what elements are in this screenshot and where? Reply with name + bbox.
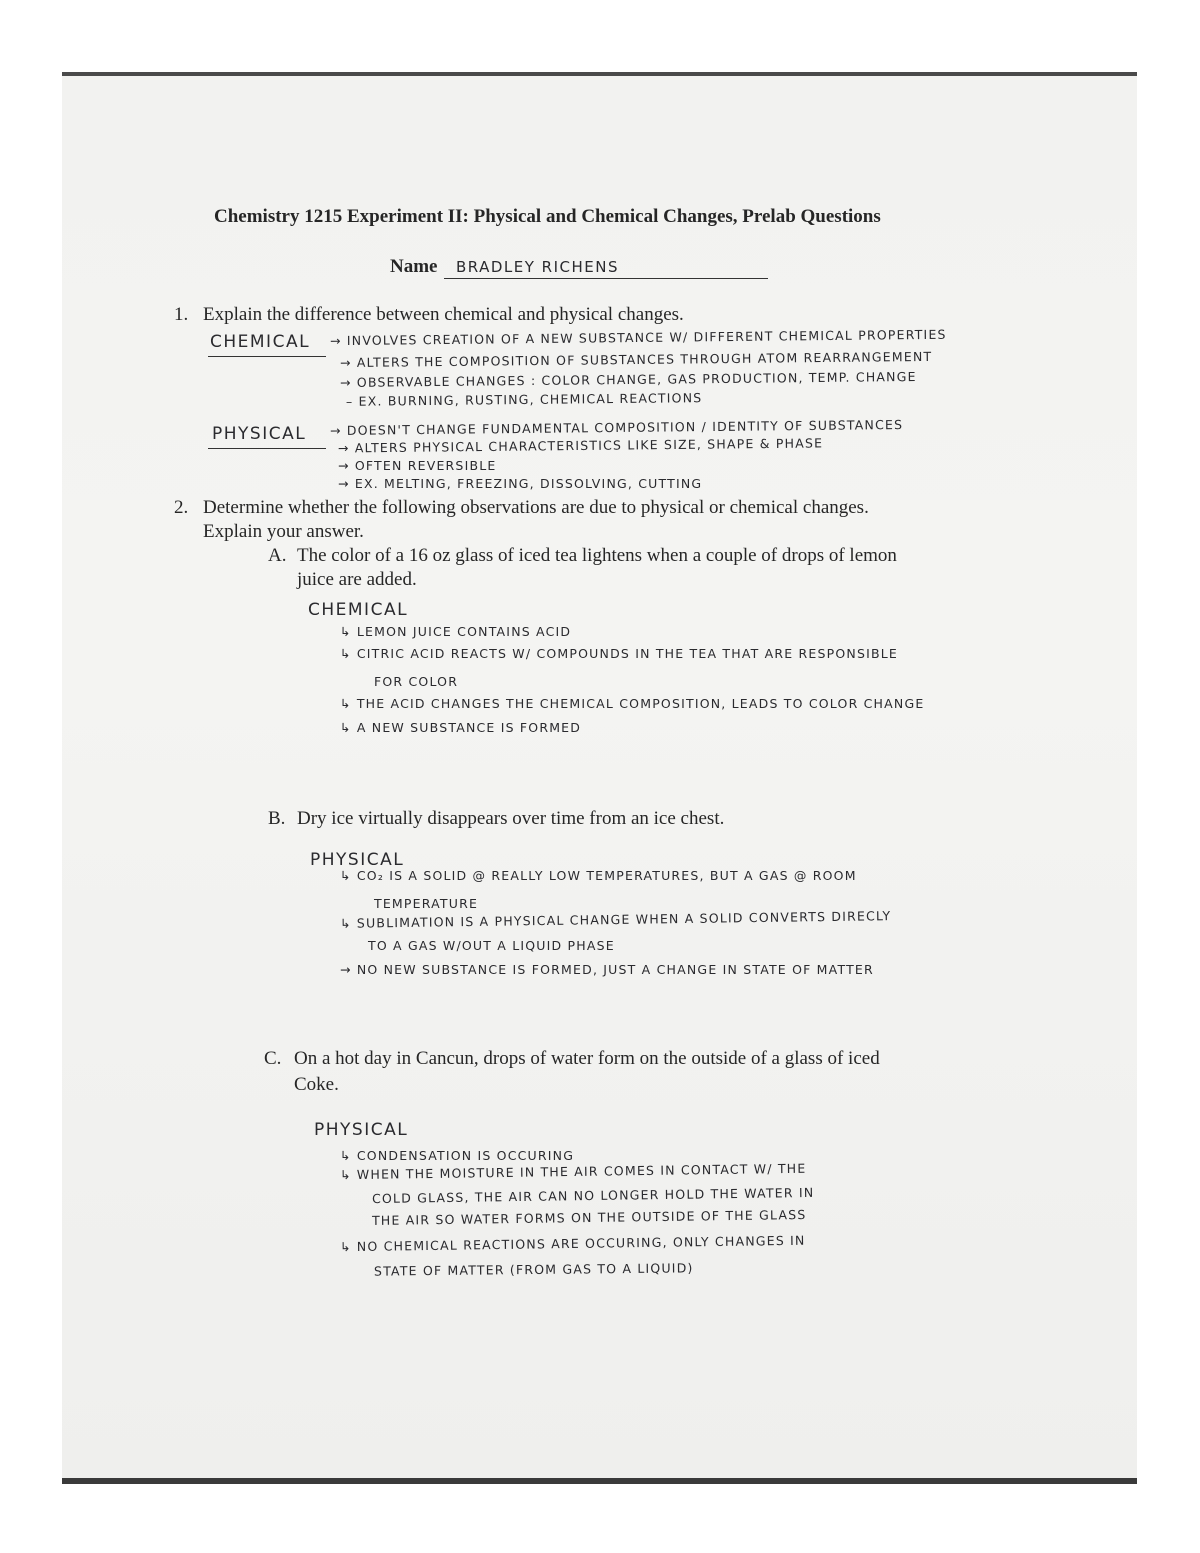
q2b-line: → NO NEW SUBSTANCE IS FORMED, JUST A CHANGE IN STATE OF MATTER [340, 962, 874, 977]
q1-physical-line: → ALTERS PHYSICAL CHARACTERISTICS LIKE SIZE, SHAPE & PHASE [337, 435, 824, 456]
document-title: Chemistry 1215 Experiment II: Physical and Chemical Changes, Prelab Questions [214, 206, 881, 227]
q2a-answer: CHEMICAL [308, 600, 409, 620]
q2c-line: ↳ NO CHEMICAL REACTIONS ARE OCCURING, ONLY CHANGES IN [339, 1232, 806, 1255]
q2b-text-line1: Dry ice virtually disappears over time from an ice chest. [297, 808, 725, 829]
q1-chemical-underline [208, 356, 326, 357]
q1-chemical-line: → INVOLVES CREATION OF A NEW SUBSTANCE W/ DIFFERENT CHEMICAL PROPERTIES [329, 326, 947, 349]
q2a-text-line2: juice are added. [297, 569, 417, 590]
q2b-line: ↳ CO₂ IS A SOLID @ REALLY LOW TEMPERATURES, BUT A GAS @ ROOM [340, 868, 857, 883]
q1-number: 1. [174, 304, 189, 325]
q2b-line: ↳ SUBLIMATION IS A PHYSICAL CHANGE WHEN A SOLID CONVERTS DIRECLY [339, 908, 892, 931]
q2a-line: ↳ LEMON JUICE CONTAINS ACID [340, 624, 572, 639]
q1-chemical-line: – EX. BURNING, RUSTING, CHEMICAL REACTIONS [345, 390, 703, 409]
q2a-line: FOR COLOR [374, 674, 459, 689]
q2c-line: COLD GLASS, THE AIR CAN NO LONGER HOLD THE WATER IN [371, 1184, 815, 1207]
q2a-line: ↳ THE ACID CHANGES THE CHEMICAL COMPOSITION, LEADS TO COLOR CHANGE [340, 696, 925, 711]
q2a-line: ↳ A NEW SUBSTANCE IS FORMED [340, 720, 582, 735]
q2c-line: ↳ WHEN THE MOISTURE IN THE AIR COMES IN CONTACT W/ THE [339, 1160, 807, 1183]
q2c-line: STATE OF MATTER (FROM GAS TO A LIQUID) [373, 1260, 694, 1279]
q2a-line: ↳ CITRIC ACID REACTS W/ COMPOUNDS IN THE TEA THAT ARE RESPONSIBLE [340, 646, 899, 661]
q1-physical-heading: PHYSICAL [212, 424, 307, 444]
name-value: BRADLEY RICHENS [456, 258, 620, 276]
q2c-letter: C. [264, 1048, 282, 1069]
q1-physical-line: → OFTEN REVERSIBLE [338, 458, 497, 473]
q2b-answer: PHYSICAL [310, 850, 405, 870]
q2c-answer: PHYSICAL [314, 1120, 409, 1140]
q1-chemical-heading: CHEMICAL [210, 332, 311, 352]
q2a-letter: A. [268, 545, 287, 566]
q2b-line: TEMPERATURE [374, 896, 479, 911]
name-underline [444, 278, 768, 279]
q1-physical-underline [208, 448, 326, 449]
q2a-text-line1: The color of a 16 oz glass of iced tea lightens when a couple of drops of lemon [297, 545, 897, 566]
q1-chemical-line: → OBSERVABLE CHANGES : COLOR CHANGE, GAS PRODUCTION, TEMP. CHANGE [339, 368, 917, 391]
q2-text-line1: Determine whether the following observations are due to physical or chemical changes. [203, 497, 869, 518]
q2-text-line2: Explain your answer. [203, 521, 364, 542]
q2c-text-line1: On a hot day in Cancun, drops of water form on the outside of a glass of iced [294, 1048, 880, 1069]
q2c-line: ↳ CONDENSATION IS OCCURING [340, 1148, 575, 1163]
q1-physical-line: → EX. MELTING, FREEZING, DISSOLVING, CUTTING [338, 476, 703, 491]
q1-physical-line: → DOESN'T CHANGE FUNDAMENTAL COMPOSITION / IDENTITY OF SUBSTANCES [329, 416, 904, 439]
q2c-line: THE AIR SO WATER FORMS ON THE OUTSIDE OF THE GLASS [371, 1206, 807, 1229]
q2c-text-line2: Coke. [294, 1074, 339, 1095]
name-label: Name [390, 256, 438, 277]
q2-number: 2. [174, 497, 189, 518]
q2b-line: TO A GAS W/OUT A LIQUID PHASE [368, 938, 615, 953]
q1-text: Explain the difference between chemical and physical changes. [203, 304, 684, 325]
q1-chemical-line: → ALTERS THE COMPOSITION OF SUBSTANCES THROUGH ATOM REARRANGEMENT [339, 348, 933, 371]
q2b-letter: B. [268, 808, 286, 829]
